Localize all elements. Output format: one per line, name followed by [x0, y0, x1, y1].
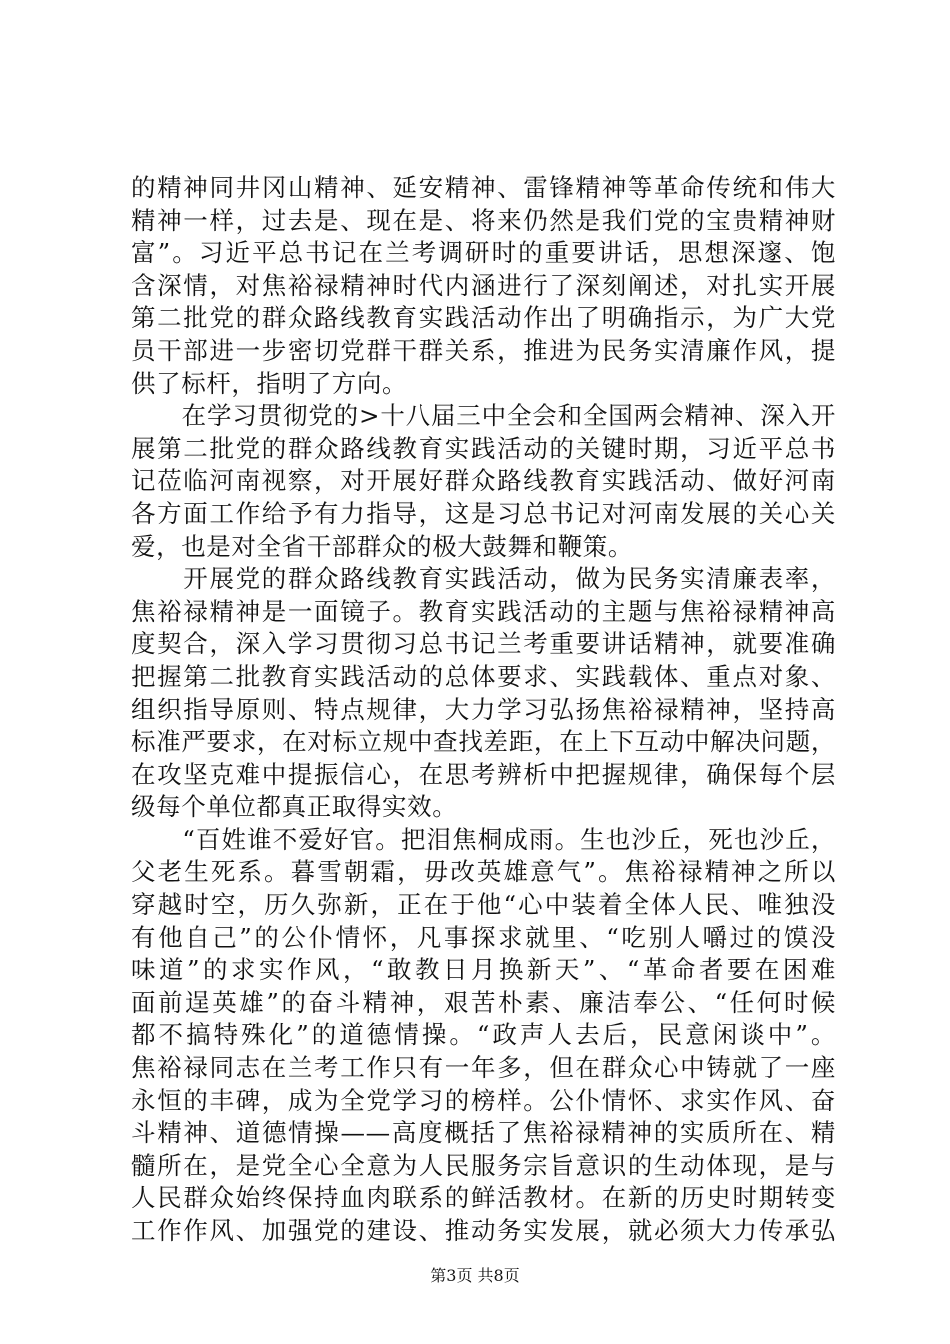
text-line: 供了标杆，指明了方向。 [131, 368, 408, 398]
text-line: 组织指导原则、特点规律，大力学习弘扬焦裕禄精神，坚持高 [131, 694, 836, 724]
text-line: 员干部进一步密切党群干群关系，推进为民务实清廉作风，提 [131, 335, 836, 365]
text-line: 人民群众始终保持血肉联系的鲜活教材。在新的历史时期转变 [131, 1183, 836, 1213]
text-line: 面前逞英雄”的奋斗精神，艰苦朴素、廉洁奉公、“任何时候 [131, 987, 836, 1017]
text-line: 各方面工作给予有力指导，这是习总书记对河南发展的关心关 [131, 498, 836, 528]
text-line: 在学习贯彻党的>十八届三中全会和全国两会精神、深入开 [131, 401, 836, 431]
text-line: “百姓谁不爱好官。把泪焦桐成雨。生也沙丘，死也沙丘， [131, 824, 836, 854]
text-line: 穿越时空，历久弥新，正在于他“心中装着全体人民、唯独没 [131, 890, 836, 920]
text-line: 髓所在，是党全心全意为人民服务宗旨意识的生动体现，是与 [131, 1150, 836, 1180]
text-line: 工作作风、加强党的建设、推动务实发展，就必须大力传承弘 [131, 1216, 836, 1245]
text-line: 富”。习近平总书记在兰考调研时的重要讲话，思想深邃、饱 [131, 238, 836, 268]
text-line: 焦裕禄同志在兰考工作只有一年多，但在群众心中铸就了一座 [131, 1053, 836, 1083]
text-line: 含深情，对焦裕禄精神时代内涵进行了深刻阐述，对扎实开展 [131, 270, 836, 300]
text-line: 度契合，深入学习贯彻习总书记兰考重要讲话精神，就要准确 [131, 629, 836, 659]
text-line: 有他自己”的公仆情怀，凡事探求就里、“吃别人嚼过的馍没 [131, 922, 836, 952]
text-line: 斗精神、道德情操——高度概括了焦裕禄精神的实质所在、精 [131, 1118, 836, 1148]
text-line: 第二批党的群众路线教育实践活动作出了明确指示，为广大党 [131, 303, 836, 333]
text-line: 记莅临河南视察，对开展好群众路线教育实践活动、做好河南 [131, 466, 836, 496]
text-line: 都不搞特殊化”的道德情操。“政声人去后，民意闲谈中”。 [131, 1020, 836, 1050]
text-line: 爱，也是对全省干部群众的极大鼓舞和鞭策。 [131, 531, 633, 561]
text-line: 焦裕禄精神是一面镜子。教育实践活动的主题与焦裕禄精神高 [131, 596, 836, 626]
text-line: 父老生死系。暮雪朝霜，毋改英雄意气”。焦裕禄精神之所以 [131, 857, 836, 887]
text-line: 开展党的群众路线教育实践活动，做为民务实清廉表率， [131, 564, 836, 594]
text-line: 把握第二批教育实践活动的总体要求、实践载体、重点对象、 [131, 661, 836, 691]
text-line: 精神一样，过去是、现在是、将来仍然是我们党的宝贵精神财 [131, 205, 836, 235]
text-line: 的精神同井冈山精神、延安精神、雷锋精神等革命传统和伟大 [131, 173, 836, 202]
text-line: 标准严要求，在对标立规中查找差距，在上下互动中解决问题， [131, 727, 836, 757]
body-text [131, 172, 836, 1248]
text-line: 味道”的求实作风，“敢教日月换新天”、“革命者要在困难 [131, 955, 836, 985]
text-line: 在攻坚克难中提振信心，在思考辨析中把握规律，确保每个层 [131, 759, 836, 789]
text-line: 永恒的丰碑，成为全党学习的榜样。公仆情怀、求实作风、奋 [131, 1085, 836, 1115]
text-line: 展第二批党的群众路线教育实践活动的关键时期，习近平总书 [131, 433, 836, 463]
text-line: 级每个单位都真正取得实效。 [131, 792, 458, 822]
page-footer: 第3页 共8页 [430, 1266, 520, 1285]
